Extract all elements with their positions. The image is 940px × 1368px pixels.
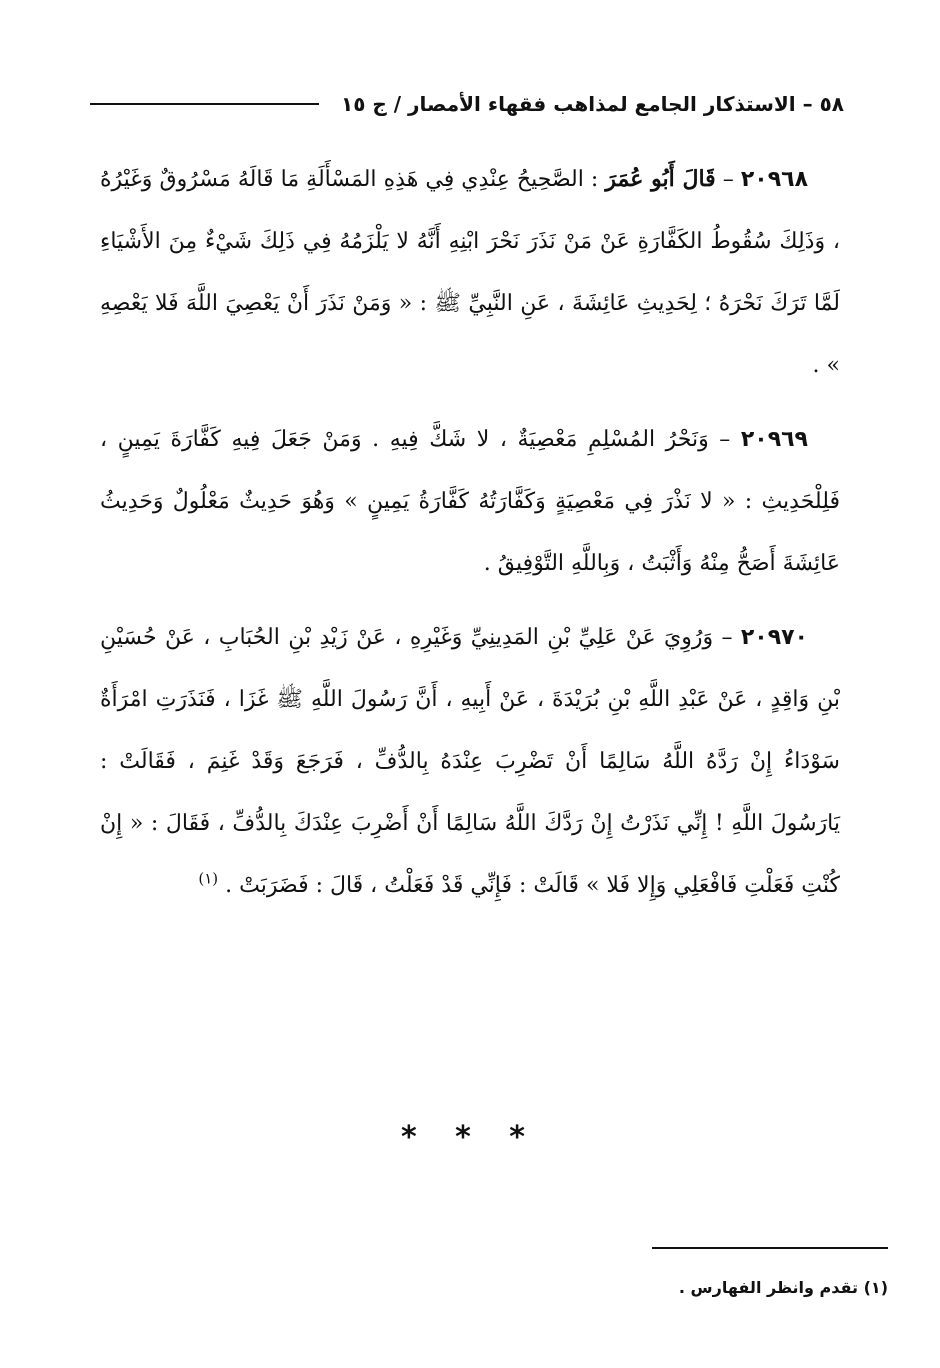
paragraph-text: وَرُوِيَ عَنْ عَلِيِّ بْنِ المَدِينِيِّ وَغَيْرِهِ ، عَنْ زَيْدِ بْنِ الحُبَابِ ، عَنْ حُسَيْنِ بْنِ وَاقِدٍ ، عَنْ عَبْدِ اللَّهِ بْنِ بُرَيْدَةَ ، عَنْ أَبِيهِ ، أَنَّ رَسُولَ اللَّهِ ﷺ غَزَا ، فَنَذَرَتِ امْرَأَةٌ سَوْدَاءُ إِنْ رَدَّهُ اللَّهُ سَالِمًا أَنْ تَضْرِبَ عِنْدَهُ بِالدُّفِّ ، فَرَجَعَ وَقَدْ غَنِمَ ، فَقَالَتْ : يَارَسُولَ اللَّهِ ! إِنِّي نَذَرْتُ إِنْ رَدَّكَ اللَّهُ سَالِمًا أَنْ أَضْرِبَ عِنْدَكَ بِالدُّفِّ ، فَقَالَ : « إِنْ كُنْتِ فَعَلْتِ فَافْعَلِي وَإِلا فَلا » قَالَتْ : فَإِنِّي قَدْ فَعَلْتُ ، قَالَ : فَضَرَبَتْ . xyxy=(100,625,840,898)
header-title-line xyxy=(341,92,844,116)
running-header xyxy=(84,84,844,124)
footnote: (١) تقدم وانظر الفهارس . xyxy=(678,1278,888,1297)
speaker-lead: قَالَ أَبُو عُمَرَ xyxy=(605,166,716,192)
paragraph-20969 xyxy=(100,409,840,595)
page-number: ٥٨ xyxy=(819,92,844,116)
paragraph-number: ٢٠٩٦٩ xyxy=(740,427,808,452)
paragraph-20970 xyxy=(100,607,840,917)
footnote-reference: (١) xyxy=(198,869,219,888)
paragraph-dash: – xyxy=(721,625,733,650)
paragraph-text: وَنَحْرُ المُسْلِمِ مَعْصِيَةٌ ، لا شَكَّ فِيهِ . وَمَنْ جَعَلَ فِيهِ كَفَّارَةَ يَمِينٍ ، فَلِلْحَدِيثِ : « لا نَذْرَ فِي مَعْصِيَةٍ وَكَفَّارَتُهُ كَفَّارَةُ يَمِينٍ » وَهُوَ حَدِيثٌ مَعْلُولٌ وَحَدِيثُ عَائِشَةَ أَصَحُّ مِنْهُ وَأَثْبَتُ ، وَبِاللَّهِ التَّوْفِيقُ . xyxy=(100,427,840,576)
header-rule xyxy=(90,103,319,105)
header-dash: – xyxy=(802,92,813,116)
paragraph-20968 xyxy=(100,148,840,397)
paragraph-number: ٢٠٩٧٠ xyxy=(740,625,808,650)
paragraph-dash: – xyxy=(719,427,731,452)
footnote-rule xyxy=(652,1247,888,1249)
main-text xyxy=(100,148,840,929)
book-title: الاستذكار الجامع لمذاهب فقهاء الأمصار / ج ١٥ xyxy=(340,92,796,116)
paragraph-text: : الصَّحِيحُ عِنْدِي فِي هَذِهِ المَسْأَلَةِ مَا قَالَهُ مَسْرُوقٌ وَغَيْرُهُ ، وَذَلِكَ سُقُوطُ الكَفَّارَةِ عَنْ مَنْ نَذَرَ نَحْرَ ابْنِهِ أَنَّهُ لا يَلْزَمُهُ فِي ذَلِكَ شَيْءٌ مِنَ الأَشْيَاءِ لَمَّا تَرَكَ نَحْرَهُ ؛ لِحَدِيثِ عَائِشَةَ ، عَنِ النَّبِيِّ ﷺ : « وَمَنْ نَذَرَ أَنْ يَعْصِيَ اللَّهَ فَلا يَعْصِهِ » . xyxy=(100,167,840,378)
paragraph-dash: – xyxy=(722,167,734,192)
section-separator-asterisks: * * * xyxy=(401,1120,539,1155)
paragraph-number: ٢٠٩٦٨ xyxy=(740,167,808,192)
